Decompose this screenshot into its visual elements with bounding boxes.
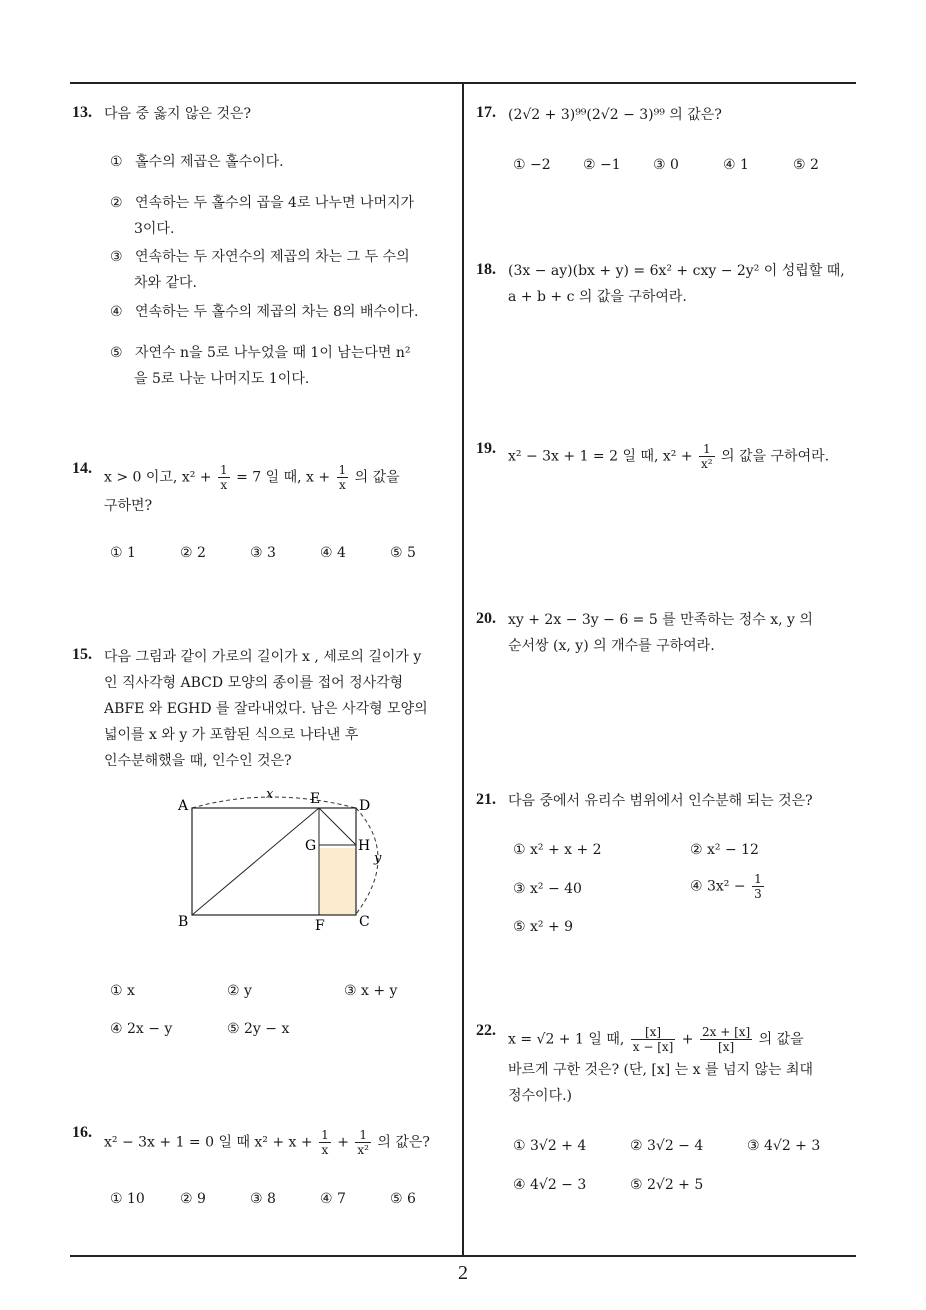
choices-row: [110, 1191, 460, 1207]
choice-1[interactable]: ① −2: [513, 157, 551, 173]
choice-5[interactable]: ⑤ 6: [390, 1191, 416, 1207]
fraction: $\frac{[x]}{x - [x]}$: [632, 1025, 674, 1054]
column-divider: [462, 84, 464, 1257]
choice-mark: ④: [110, 304, 123, 320]
choice-3-cont: 차와 같다.: [134, 275, 197, 291]
choice-2[interactable]: ② y: [227, 983, 252, 999]
choice-5[interactable]: ⑤ 2: [793, 157, 819, 173]
choice-5-cont: 을 5로 나눈 나머지도 1이다.: [134, 371, 310, 387]
question-stem: [508, 1025, 804, 1054]
fraction: $\frac{1}{\text{x²}}$: [357, 1128, 369, 1157]
question-stem: [508, 442, 829, 471]
stem-part: 의 값은?: [377, 1134, 430, 1151]
choice-mark: ⑤: [110, 345, 123, 361]
choice-4[interactable]: ④ 7: [320, 1191, 346, 1207]
choice-2[interactable]: ② −1: [583, 157, 621, 173]
choice-2[interactable]: ② x² − 12: [690, 842, 759, 858]
stem-line-1: 다음 그림과 같이 가로의 길이가 x , 세로의 길이가 y: [104, 649, 422, 665]
choices-row-2: [110, 1021, 344, 1037]
choice-5[interactable]: [110, 340, 411, 366]
fraction: $\frac{1}{x}$: [219, 463, 228, 492]
choices-row-1: [513, 1138, 864, 1154]
stem-line-2: 순서쌍 (x, y) 의 개수를 구하여라.: [508, 638, 715, 654]
choice-mark: ②: [110, 195, 123, 211]
question-number: 19.: [476, 440, 496, 457]
question-stem: 다음 중에서 유리수 범위에서 인수분해 되는 것은?: [508, 793, 813, 809]
label-a: A: [178, 798, 189, 814]
fraction: $\frac{2x + [x]}{[x]}$: [701, 1025, 751, 1054]
choice-text: ④ 3x² −: [690, 878, 746, 895]
question-number: 16.: [72, 1124, 92, 1141]
fold-eh: [319, 808, 356, 845]
choice-4[interactable]: [110, 299, 419, 325]
stem-line-3: ABFE 와 EGHD 를 잘라내었다. 남은 사각형 모양의: [104, 701, 428, 717]
question-stem: 다음 중 옳지 않은 것은?: [104, 106, 252, 122]
stem-part: 의 값을: [354, 469, 400, 486]
choice-5[interactable]: ⑤ 5: [390, 545, 416, 561]
choice-2[interactable]: ② 9: [180, 1191, 206, 1207]
choice-4[interactable]: ④ 2x − y: [110, 1021, 173, 1037]
stem-part: 의 값을: [758, 1031, 804, 1048]
choice-1[interactable]: ① 1: [110, 545, 136, 561]
stem-part: x² − 3x + 1 = 2 일 때, x² +: [508, 448, 693, 465]
choice-5[interactable]: ⑤ x² + 9: [513, 919, 574, 935]
question-number: 20.: [476, 610, 496, 627]
question-stem: [104, 1128, 430, 1157]
choice-5[interactable]: ⑤ 2√2 + 5: [630, 1177, 704, 1193]
choice-3[interactable]: ③ 3: [250, 545, 276, 561]
question-number: 13.: [72, 104, 92, 121]
stem-line-3: 정수이다.): [508, 1088, 573, 1104]
choice-4[interactable]: ④ 1: [723, 157, 749, 173]
question-number: 15.: [72, 646, 92, 663]
stem-part: +: [337, 1134, 349, 1151]
shaded-region: [319, 848, 356, 915]
label-h: H: [358, 838, 371, 854]
choices-row-2: [513, 1177, 747, 1193]
choices-row: [110, 545, 460, 561]
label-g: G: [305, 838, 317, 854]
choice-text: 자연수 n을 5로 나누었을 때 1이 남는다면 n²: [135, 345, 411, 361]
stem-part: x² − 3x + 1 = 0 일 때 x² + x +: [104, 1134, 313, 1151]
choice-mark: ①: [110, 154, 123, 170]
question-stem: (2√2 + 3)⁹⁹(2√2 − 3)⁹⁹ 의 값은?: [508, 107, 722, 123]
fraction: $\frac{1}{3}$: [754, 872, 762, 901]
stem-part: = 7 일 때, x +: [236, 469, 331, 486]
question-number: 21.: [476, 791, 496, 808]
choice-2[interactable]: ② 3√2 − 4: [630, 1138, 704, 1154]
question-number: 18.: [476, 261, 496, 278]
choice-3[interactable]: [110, 244, 410, 270]
question-number: 22.: [476, 1022, 496, 1039]
choice-text: 연속하는 두 자연수의 제곱의 차는 그 두 수의: [135, 249, 410, 265]
choice-2[interactable]: ② 2: [180, 545, 206, 561]
stem-line-5: 인수분해했을 때, 인수인 것은?: [104, 753, 292, 769]
stem-part: x = √2 + 1 일 때,: [508, 1031, 625, 1048]
choice-5[interactable]: ⑤ 2y − x: [227, 1021, 290, 1037]
fraction: $\frac{1}{x}$: [338, 463, 347, 492]
choice-text: 홀수의 제곱은 홀수이다.: [135, 154, 284, 170]
choice-3[interactable]: ③ x² − 40: [513, 881, 582, 897]
choice-3[interactable]: ③ x + y: [344, 983, 398, 999]
choice-1[interactable]: ① x: [110, 983, 135, 999]
label-c: C: [359, 914, 370, 930]
fraction: $\frac{1}{x}$: [321, 1128, 329, 1157]
x-arc: [192, 797, 356, 808]
diagonal-be: [192, 808, 319, 915]
rectangle-figure: [170, 786, 400, 936]
choice-2[interactable]: [110, 190, 414, 216]
choice-4[interactable]: ④ 4√2 − 3: [513, 1177, 587, 1193]
bottom-rule: [70, 1255, 856, 1257]
stem-part: 의 값을 구하여라.: [721, 448, 830, 465]
label-f: F: [315, 918, 325, 934]
choice-3[interactable]: ③ 8: [250, 1191, 276, 1207]
stem-line-1: xy + 2x − 3y − 6 = 5 를 만족하는 정수 x, y 의: [508, 612, 813, 628]
choice-3[interactable]: ③ 4√2 + 3: [747, 1138, 821, 1154]
stem-line-1: (3x − ay)(bx + y) = 6x² + cxy − 2y² 이 성립할 때,: [508, 263, 845, 279]
choice-3[interactable]: ③ 0: [653, 157, 679, 173]
label-d: D: [359, 798, 371, 814]
page-number: 2: [458, 1262, 468, 1284]
question-stem-line2: 구하면?: [104, 498, 153, 514]
question-stem: [104, 463, 400, 492]
choice-4[interactable]: ④ 4: [320, 545, 346, 561]
choice-4[interactable]: [690, 872, 766, 901]
choice-1[interactable]: ① x² + x + 2: [513, 842, 602, 858]
choice-1[interactable]: [110, 149, 284, 175]
stem-line-2: 바르게 구한 것은? (단, [x] 는 x 를 넘지 않는 최대: [508, 1062, 814, 1078]
stem-part: +: [681, 1031, 694, 1048]
stem-line-2: a + b + c 의 값을 구하여라.: [508, 289, 687, 305]
choices-row: [513, 157, 863, 173]
question-number: 14.: [72, 460, 92, 477]
stem-line-4: 넓이를 x 와 y 가 포함된 식으로 나타낸 후: [104, 727, 359, 743]
choice-1[interactable]: ① 10: [110, 1191, 145, 1207]
choice-mark: ③: [110, 249, 123, 265]
choices-row-1: [110, 983, 461, 999]
question-number: 17.: [476, 104, 496, 121]
label-b: B: [178, 914, 189, 930]
choice-2-cont: 3이다.: [134, 221, 175, 237]
label-e: E: [310, 791, 321, 807]
stem-part: x > 0 이고, x² +: [104, 469, 212, 486]
choice-text: 연속하는 두 홀수의 제곱의 차는 8의 배수이다.: [135, 304, 419, 320]
fraction: $\frac{1}{\text{x²}}$: [701, 442, 713, 471]
label-y: y: [374, 851, 382, 866]
label-x: x: [266, 787, 274, 802]
choice-text: 연속하는 두 홀수의 곱을 4로 나누면 나머지가: [135, 195, 415, 211]
stem-line-2: 인 직사각형 ABCD 모양의 종이를 접어 정사각형: [104, 675, 404, 691]
choice-1[interactable]: ① 3√2 + 4: [513, 1138, 587, 1154]
